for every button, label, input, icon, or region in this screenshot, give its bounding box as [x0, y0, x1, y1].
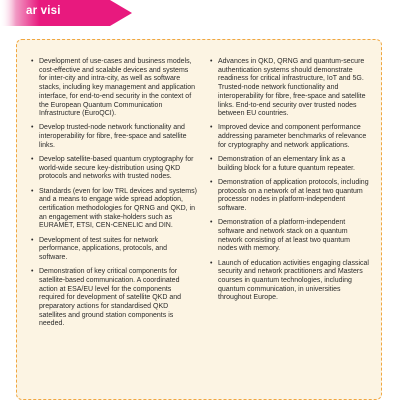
bullet-icon: •: [210, 178, 213, 186]
list-item: [210, 260, 370, 304]
list-item-text: Development of use-cases and business models, cost-effective and scalable devices and systems for inter-city and intra-city, as well as software stacks, including key management and application interface, for end-to-end security in the context of the European Quantum Communication Infrastructure (EuroQCI).: [39, 58, 196, 118]
right-bullet-list: [210, 58, 370, 309]
bullet-icon: •: [31, 124, 34, 132]
list-item: [210, 156, 370, 173]
list-item-text: Demonstration of a platform-independent software and network stack on a quantum network consisting of at least two quantum nodes with memory.: [218, 219, 350, 253]
list-item-text: Development of test suites for network performance, applications, protocols, and software.: [39, 236, 168, 262]
list-item: [210, 219, 370, 254]
list-item: [210, 58, 370, 119]
bullet-icon: •: [210, 58, 213, 65]
list-item-text: Standards (even for low TRL devices and systems) and a means to engage wide spread adoption, certification methodologies for QRNG and QKD, in an engagement with stake-holders such as EURAMET, ETSI, CEN-CENELIC and DIN.: [39, 187, 197, 230]
bullet-icon: •: [210, 156, 213, 164]
bullet-icon: •: [210, 124, 213, 132]
bullet-icon: •: [31, 236, 34, 244]
banner-arrow-shape: [0, 0, 132, 26]
list-item: [31, 188, 197, 232]
list-item-text: Demonstration of key critical components for satellite-based communication. A coordinated action at ESA/EU level for the components required for development of satellite QKD and preparatory actions for standardised QKD satellites and ground station components is needed.: [39, 268, 182, 328]
bullet-icon: •: [31, 187, 34, 195]
bullet-icon: •: [31, 268, 34, 276]
list-item: [31, 58, 197, 119]
list-item: [31, 237, 197, 263]
list-item-text: Develop satellite-based quantum cryptography for world-wide secure key-distribution using QKD protocols and networks with trusted nodes.: [39, 156, 194, 181]
bullet-icon: •: [210, 219, 213, 227]
list-item-text: Advances in QKD, QRNG and quantum-secure authentication systems should demonstrate readiness for critical infrastructure, IoT and 5G. Trusted-node network functionality and interoperability for fibre, free-space and satellite links. End-to-end security over trusted nodes between EU countries.: [218, 58, 366, 118]
list-item-text: Launch of education activities engaging classical security and network practitioners and Masters courses in quantum technologies, including quantum communication, in universities throughout Europe.: [218, 259, 369, 302]
section-title: ar visi: [26, 5, 61, 17]
bullet-icon: •: [31, 58, 34, 65]
content-panel: [16, 39, 382, 400]
list-item: [31, 124, 197, 150]
list-item: [31, 268, 197, 329]
left-bullet-list: [31, 58, 197, 335]
list-item-text: Demonstration of an elementary link as a building block for a future quantum repeater.: [218, 156, 355, 172]
list-item: [210, 179, 370, 214]
section-banner: [0, 0, 132, 26]
list-item-text: Improved device and component performance addressing parameter benchmarks of relevance for cryptography and network applications.: [218, 124, 367, 149]
list-item: [31, 156, 197, 182]
list-item-text: Develop trusted-node network functionality and interoperability for fibre, free-space and satellite links.: [39, 124, 187, 149]
list-item: [210, 124, 370, 150]
bullet-icon: •: [31, 156, 34, 164]
bullet-icon: •: [210, 259, 213, 267]
list-item-text: Demonstration of application protocols, including protocols on a network of at least two quantum processor nodes in platform-independent software.: [218, 178, 369, 213]
